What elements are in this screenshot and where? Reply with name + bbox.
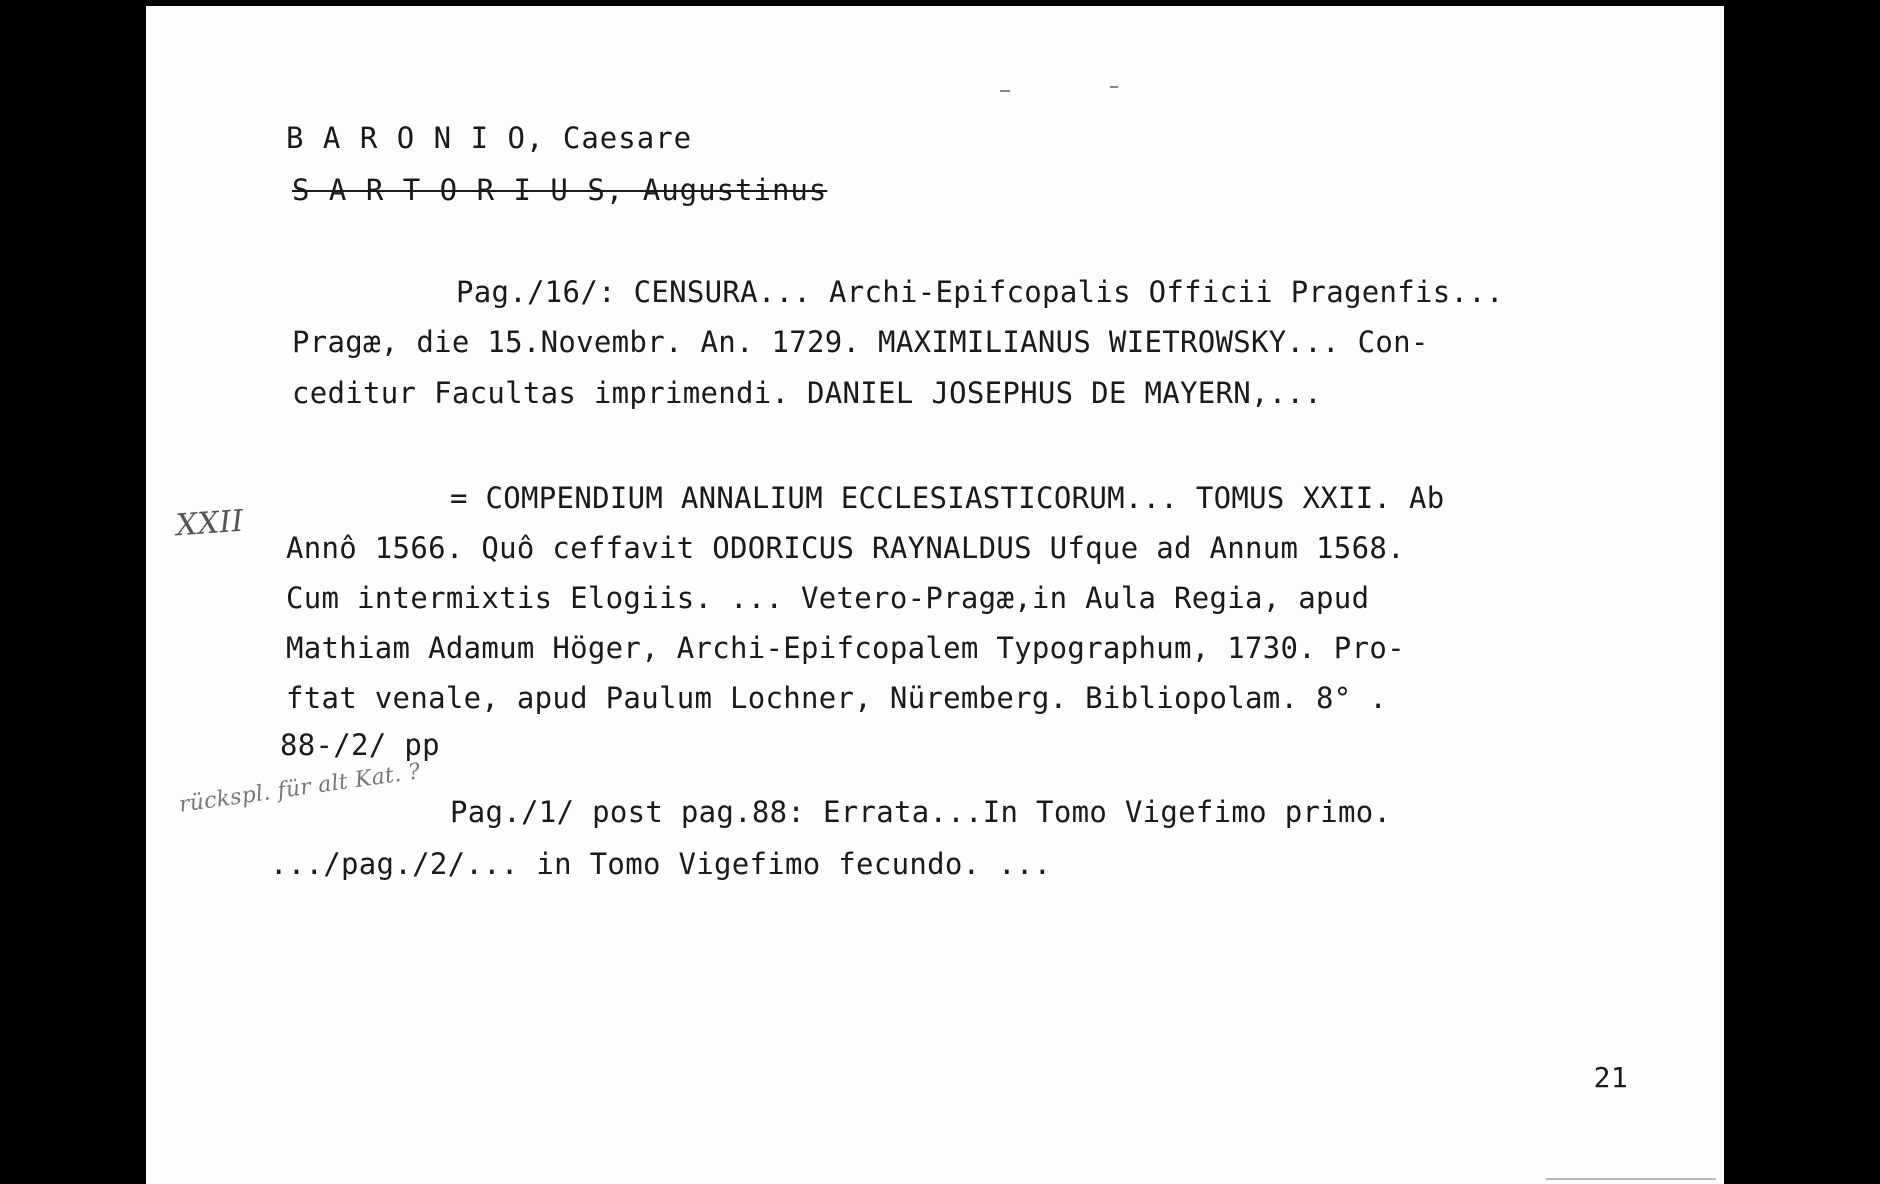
- catalog-card: [146, 6, 1724, 1184]
- censura-line-2: Pragæ, die 15.Novembr. An. 1729. MAXIMILIANUS WIETROWSKY... Con-: [292, 325, 1429, 359]
- compendium-line-6: 88-/2/ pp: [280, 728, 440, 762]
- margin-tome-annotation: XXII: [174, 503, 245, 544]
- compendium-line-4: Mathiam Adamum Höger, Archi-Epifcopalem Typographum, 1730. Pro-: [286, 631, 1405, 665]
- errata-line-1: Pag./1/ post pag.88: Errata...In Tomo Vigefimo primo.: [450, 795, 1392, 829]
- compendium-line-1: = COMPENDIUM ANNALIUM ECCLESIASTICORUM... TOMUS XXII. Ab: [450, 481, 1445, 515]
- errata-line-2: .../pag./2/... in Tomo Vigefimo fecundo. ...: [270, 847, 1052, 881]
- compendium-line-5: ftat venale, apud Paulum Lochner, Nüremberg. Bibliopolam. 8° .: [286, 681, 1388, 715]
- censura-line-3: ceditur Facultas imprimendi. DANIEL JOSEPHUS DE MAYERN,...: [292, 376, 1323, 410]
- compendium-line-2: Annô 1566. Quô ceffavit ODORICUS RAYNALDUS Ufque ad Annum 1568.: [286, 531, 1405, 565]
- heading-name: B A R O N I O, Caesare: [286, 121, 693, 155]
- scan-speck: [1546, 1178, 1716, 1180]
- censura-line-1: Pag./16/: CENSURA... Archi-Epifcopalis Officii Pragenfis...: [456, 275, 1504, 309]
- scan-speck: [1000, 90, 1010, 92]
- margin-handwritten-note: rückspl. für alt Kat. ?: [177, 759, 423, 818]
- compendium-line-3: Cum intermixtis Elogiis. ... Vetero-Pragæ,in Aula Regia, apud: [286, 581, 1370, 615]
- struck-heading-name: S A R T O R I U S, Augustinus: [292, 173, 828, 207]
- scan-speck: [1110, 86, 1118, 88]
- page-number: 21: [1593, 1061, 1628, 1094]
